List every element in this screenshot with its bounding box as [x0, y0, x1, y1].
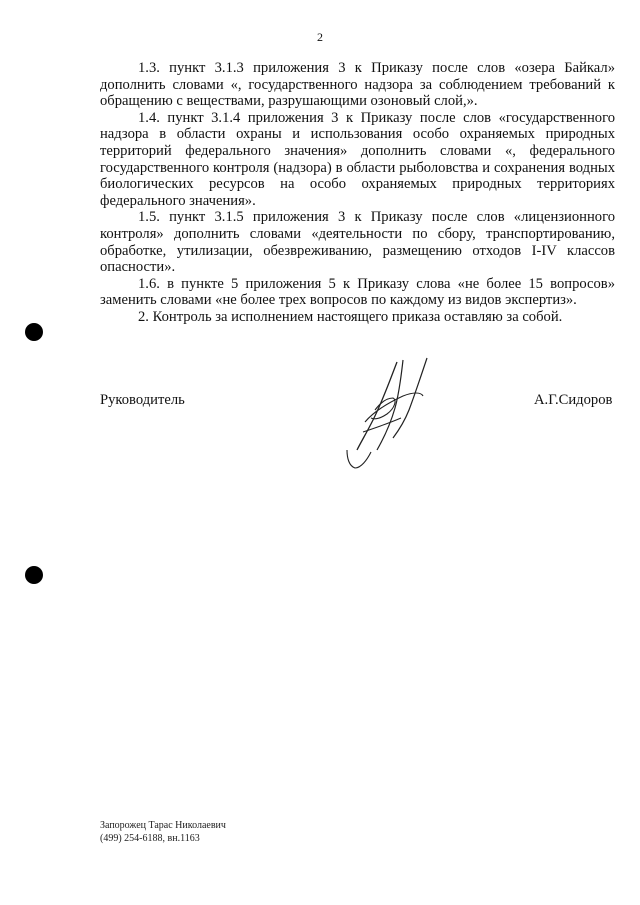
executor-phone: (499) 254-6188, вн.1163: [100, 833, 200, 844]
paragraph-1-4: 1.4. пункт 3.1.4 приложения 3 к Приказу после слов «государственного надзора в области охраны и использования особо охраняемых природных территорий федерального значения» дополнить словами «, федерального государственного контроля (надзора) в области рыболовства и сохранения водных биологических ресурсов на особо охраняемых природных территориях федерального значения».: [100, 109, 615, 209]
paragraph-1-6: 1.6. в пункте 5 приложения 5 к Приказу слова «не более 15 вопросов» заменить словами «не более трех вопросов по каждому из видов экспертиз».: [100, 275, 615, 309]
executor-contact: [100, 819, 226, 845]
paragraph-1-5: 1.5. пункт 3.1.5 приложения 3 к Приказу после слов «лицензионного контроля» дополнить словами «деятельности по сбору, транспортированию, обработке, утилизации, обезвреживанию, размещению отходов I-IV классов опасности».: [100, 209, 615, 276]
signer-name: А.Г.Сидоров: [534, 392, 613, 408]
punch-hole-bottom: [25, 566, 43, 584]
document-body: [100, 60, 615, 326]
paragraph-1-3: 1.3. пункт 3.1.3 приложения 3 к Приказу после слов «озера Байкал» дополнить словами «, государственного надзора за соблюдением требований к обращению с веществами, разрушающими озоновый слой,».: [100, 60, 615, 110]
page-number: 2: [317, 30, 323, 44]
handwritten-signature: [335, 350, 445, 475]
executor-name: Запорожец Тарас Николаевич: [100, 820, 226, 831]
punch-hole-top: [25, 323, 43, 341]
signer-title: Руководитель: [100, 392, 185, 408]
paragraph-2: 2. Контроль за исполнением настоящего приказа оставляю за собой.: [138, 308, 563, 325]
